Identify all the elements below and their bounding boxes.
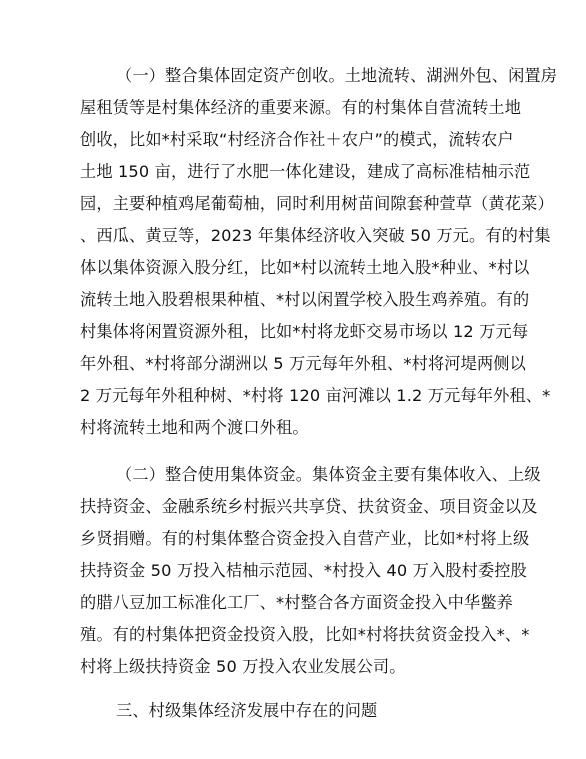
text-line: 创收，比如*村采取“村经济合作社＋农户”的模式，流转农户 [80, 130, 514, 149]
text-line: 屋租赁等是村集体经济的重要来源。有的村集体自营流转土地 [80, 98, 522, 117]
text-line: 土地 150 亩，进行了水肥一体化建设，建成了高标准桔柚示范 [80, 162, 531, 181]
text-line: 2 万元每年外租种树、*村将 120 亩河滩以 1.2 万元每年外租、* [80, 386, 551, 405]
text-line: 扶持资金 50 万投入桔柚示范园、*村投入 40 万入股村委控股 [80, 561, 527, 580]
text-line: （一）整合集体固定资产创收。土地流转、湖洲外包、闲置房 [116, 66, 558, 85]
text-line: 年外租、*村将部分湖洲以 5 万元每年外租、*村将河堤两侧以 [80, 354, 526, 373]
text-line: 村将流转土地和两个渡口外租。 [80, 418, 309, 437]
text-line: 园，主要种植鸡尾葡萄柚，同时利用树苗间隙套种萱草（黄花菜） [80, 194, 554, 213]
text-line: （二）整合使用集体资金。集体资金主要有集体收入、上级 [116, 465, 541, 484]
text-line: 村将上级扶持资金 50 万投入农业发展公司。 [80, 657, 406, 676]
text-line: 乡贤捐赠。有的村集体整合资金投入自营产业，比如*村将上级 [80, 529, 530, 548]
text-line: 殖。有的村集体把资金投资入股，比如*村将扶贫资金投入*、* [80, 625, 530, 644]
section-heading: 三、村级集体经济发展中存在的问题 [116, 701, 378, 720]
text-line: 、西瓜、黄豆等，2023 年集体经济收入突破 50 万元。有的村集 [80, 226, 551, 245]
text-line: 体以集体资源入股分红，比如*村以流转土地入股*种业、*村以 [80, 258, 530, 277]
text-line: 流转土地入股碧根果种植、*村以闲置学校入股生鸡养殖。有的 [80, 290, 530, 309]
text-line: 的腊八豆加工标准化工厂、*村整合各方面资金投入中华鳖养 [80, 593, 514, 612]
text-line: 扶持资金、金融系统乡村振兴共享贷、扶贫资金、项目资金以及 [80, 497, 538, 516]
text-line: 村集体将闲置资源外租，比如*村将龙虾交易市场以 12 万元每 [80, 322, 529, 341]
